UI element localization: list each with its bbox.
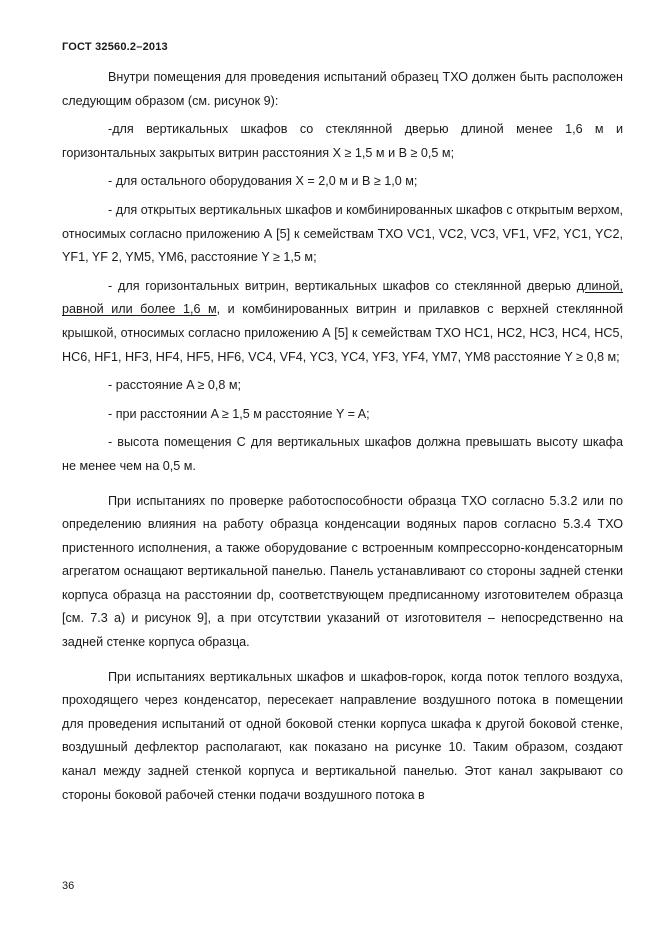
paragraph-horizontal-showcases-start: - для горизонтальных витрин, вертикальных шкафов со стеклянной дверью [108, 278, 577, 293]
page-number: 36 [62, 880, 75, 892]
paragraph-glass-door-cabinets: -для вертикальных шкафов со стеклянной дверью длиной менее 1,6 м и горизонтальных закрытых витрин расстояния X ≥ 1,5 м и B ≥ 0,5 м; [62, 122, 623, 160]
underlined-length-phrase: длиной, равной или более 1,6 м [62, 278, 623, 317]
paragraph-open-cabinets: - для открытых вертикальных шкафов и комбинированных шкафов с открытым верхом, относимых согласно приложению А [5] к семействам ТХО VC1, VC2, VC3, VF1, VF2, YC1, YC2, YF1, YF 2, YM5, YM6, расстояние Y ≥ 1,5 м; [62, 202, 623, 265]
paragraph-horizontal-showcases-end: , и комбинированных витрин и прилавков с верхней стеклянной крышкой, относимых согласно приложению А [5] к семействам ТХО HC1, HC2, HC3, HC4, HC5, HC6, HF1, HF3, HF4, HF5, HF6, VC4, VF4, YC3, YC4, YF3, YF4, YM7, YM8 расстояние Y ≥ 0,8 м; [62, 302, 623, 364]
paragraph-intro: Внутри помещения для проведения испытаний образец ТХО должен быть расположен следующим образом (см. рисунок 9): [62, 70, 623, 108]
paragraph-horizontal-showcases [62, 275, 623, 369]
document-header: ГОСТ 32560.2–2013 [62, 41, 168, 53]
document-body [62, 66, 623, 807]
paragraph-vertical-panel: При испытаниях по проверке работоспособности образца ТХО согласно 5.3.2 или по определению влияния на работу образца конденсации водяных паров согласно 5.3.4 ТХО пристенного исполнения, а также оборудование с встроенным компрессорно-конденсаторным агрегатом оснащают вертикальной панелью. Панель устанавливают со стороны задней стенки корпуса образца на расстоянии dp, соответствующем предписанному изготовителем образца [см. 7.3 а) и рисунок 9], а при отсутствии указаний от изготовителя – непосредственно на задней стенке корпуса образца. [62, 493, 623, 650]
paragraph-distance-y: - при расстоянии A ≥ 1,5 м расстояние Y = A; [108, 406, 370, 421]
paragraph-air-deflector: При испытаниях вертикальных шкафов и шкафов-горок, когда поток теплого воздуха, проходящего через конденсатор, пересекает направление воздушного потока в помещении для проведения испытаний от одной боковой стенки корпуса шкафа к другой боковой стенке, воздушный дефлектор располагают, как показано на рисунке 10. Таким образом, создают канал между задней стенкой корпуса и вертикальной панелью. Этот канал закрывают со стороны боковой рабочей стенки подачи воздушного потока в [62, 669, 623, 802]
paragraph-distance-a: - расстояние A ≥ 0,8 м; [108, 378, 242, 393]
paragraph-other-equipment: - для остального оборудования X = 2,0 м и B ≥ 1,0 м; [108, 174, 418, 189]
paragraph-room-height: - высота помещения C для вертикальных шкафов должна превышать высоту шкафа не менее чем на 0,5 м. [62, 435, 623, 473]
